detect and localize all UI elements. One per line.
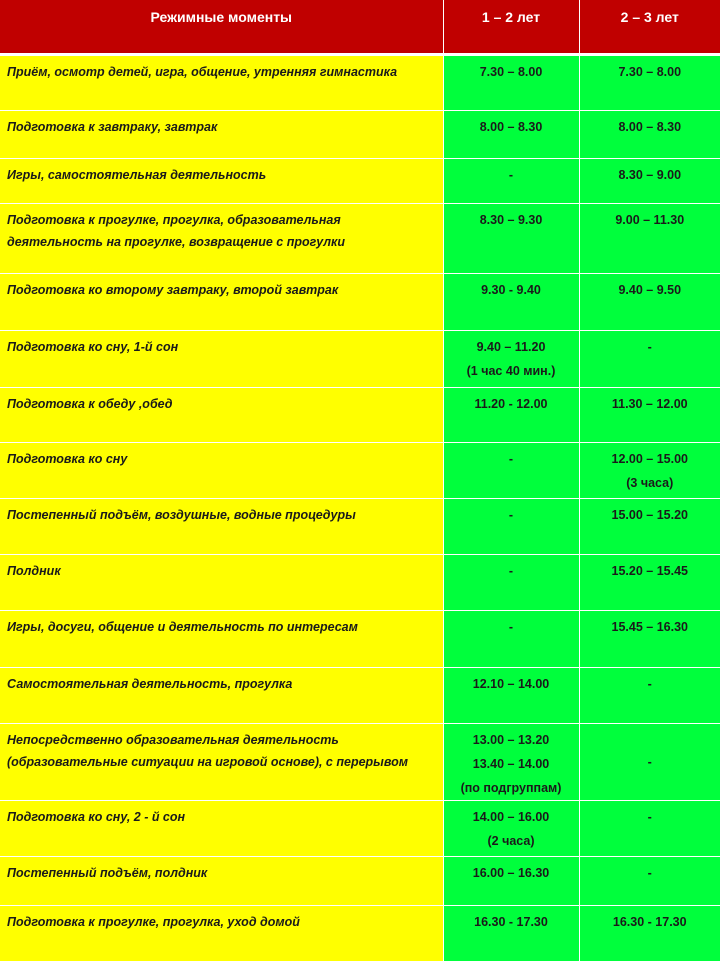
time-cell-2-3 (579, 554, 720, 610)
time-value: 7.30 – 8.00 (580, 60, 720, 84)
time-cell-2-3 (579, 856, 720, 905)
activity-cell: Подготовка ко сну, 1-й сон (0, 330, 443, 387)
header-group-1-2: 1 – 2 лет (443, 0, 579, 54)
table-row (0, 110, 720, 158)
table-row (0, 273, 720, 330)
time-cell-2-3 (579, 330, 720, 387)
time-cell-2-3 (579, 54, 720, 110)
time-value: 14.00 – 16.00 (444, 805, 579, 829)
table-row (0, 158, 720, 203)
activity-cell: Подготовка ко сну, 2 - й сон (0, 800, 443, 856)
time-value: - (444, 447, 579, 471)
header-group-2-3: 2 – 3 лет (579, 0, 720, 54)
time-value: - (580, 335, 720, 359)
time-value: 13.00 – 13.20 (444, 728, 579, 752)
time-cell-1-2 (443, 800, 579, 856)
time-value: 12.10 – 14.00 (444, 672, 579, 696)
activity-cell: Подготовка к завтраку, завтрак (0, 110, 443, 158)
time-cell-2-3 (579, 667, 720, 723)
time-value: 9.40 – 9.50 (580, 278, 720, 302)
time-value: 15.00 – 15.20 (580, 503, 720, 527)
activity-cell: Подготовка к обеду ,обед (0, 387, 443, 442)
time-cell-1-2 (443, 723, 579, 800)
time-value: 9.30 - 9.40 (444, 278, 579, 302)
time-cell-1-2 (443, 905, 579, 961)
time-cell-2-3 (579, 905, 720, 961)
table-row (0, 905, 720, 961)
time-value: 15.45 – 16.30 (580, 615, 720, 639)
table-row (0, 856, 720, 905)
activity-cell: Приём, осмотр детей, игра, общение, утренняя гимнастика (0, 54, 443, 110)
activity-cell: Постепенный подъём, полдник (0, 856, 443, 905)
table-row (0, 723, 720, 800)
time-value: 16.00 – 16.30 (444, 861, 579, 885)
time-cell-1-2 (443, 498, 579, 554)
activity-cell: Полдник (0, 554, 443, 610)
time-value: 11.30 – 12.00 (580, 392, 720, 416)
time-cell-1-2 (443, 554, 579, 610)
time-value: - (444, 615, 579, 639)
time-cell-1-2 (443, 387, 579, 442)
time-value: 9.00 – 11.30 (580, 208, 720, 232)
schedule-body (0, 54, 720, 961)
table-row (0, 54, 720, 110)
time-cell-2-3 (579, 800, 720, 856)
time-cell-1-2 (443, 158, 579, 203)
time-value: (2 часа) (444, 829, 579, 853)
time-value: - (444, 163, 579, 187)
time-value: (по подгруппам) (444, 776, 579, 800)
table-row (0, 330, 720, 387)
activity-cell: Непосредственно образовательная деятельность (образовательные ситуации на игровой основе), с перерывом (0, 723, 443, 800)
activity-cell: Подготовка ко сну (0, 442, 443, 498)
time-value: 7.30 – 8.00 (444, 60, 579, 84)
time-cell-1-2 (443, 273, 579, 330)
time-cell-2-3 (579, 442, 720, 498)
activity-cell: Самостоятельная деятельность, прогулка (0, 667, 443, 723)
time-value: - (444, 559, 579, 583)
time-value: - (444, 503, 579, 527)
time-value: 8.00 – 8.30 (580, 115, 720, 139)
time-value: 11.20 - 12.00 (444, 392, 579, 416)
time-value: - (580, 672, 720, 696)
activity-cell: Подготовка к прогулке, прогулка, уход домой (0, 905, 443, 961)
time-cell-1-2 (443, 54, 579, 110)
time-value: 15.20 – 15.45 (580, 559, 720, 583)
time-value: - (580, 805, 720, 829)
time-cell-1-2 (443, 442, 579, 498)
table-row (0, 800, 720, 856)
time-value: 8.00 – 8.30 (444, 115, 579, 139)
time-cell-2-3 (579, 158, 720, 203)
header-row (0, 0, 720, 54)
activity-cell: Игры, самостоятельная деятельность (0, 158, 443, 203)
time-cell-2-3 (579, 723, 720, 800)
activity-cell: Постепенный подъём, воздушные, водные процедуры (0, 498, 443, 554)
activity-cell: Подготовка ко второму завтраку, второй завтрак (0, 273, 443, 330)
time-value: - (580, 750, 720, 774)
activity-cell: Игры, досуги, общение и деятельность по интересам (0, 610, 443, 667)
time-value: 16.30 - 17.30 (580, 910, 720, 934)
time-value: - (580, 861, 720, 885)
time-cell-1-2 (443, 110, 579, 158)
time-value: (1 час 40 мин.) (444, 359, 579, 383)
time-cell-2-3 (579, 110, 720, 158)
time-cell-2-3 (579, 273, 720, 330)
table-row (0, 554, 720, 610)
time-cell-2-3 (579, 203, 720, 273)
table-row (0, 203, 720, 273)
time-cell-1-2 (443, 330, 579, 387)
table-row (0, 498, 720, 554)
time-value: 16.30 - 17.30 (444, 910, 579, 934)
time-cell-2-3 (579, 387, 720, 442)
table-row (0, 610, 720, 667)
time-value: (3 часа) (580, 471, 720, 495)
time-cell-1-2 (443, 610, 579, 667)
time-cell-2-3 (579, 610, 720, 667)
table-row (0, 442, 720, 498)
time-value: 9.40 – 11.20 (444, 335, 579, 359)
header-activity: Режимные моменты (0, 0, 443, 54)
time-cell-2-3 (579, 498, 720, 554)
time-cell-1-2 (443, 203, 579, 273)
time-value: 8.30 – 9.30 (444, 208, 579, 232)
activity-cell: Подготовка к прогулке, прогулка, образовательная деятельность на прогулке, возвращение с прогулки (0, 203, 443, 273)
time-value: 12.00 – 15.00 (580, 447, 720, 471)
table-row (0, 667, 720, 723)
time-value: 8.30 – 9.00 (580, 163, 720, 187)
table-row (0, 387, 720, 442)
time-cell-1-2 (443, 856, 579, 905)
time-cell-1-2 (443, 667, 579, 723)
time-value: 13.40 – 14.00 (444, 752, 579, 776)
